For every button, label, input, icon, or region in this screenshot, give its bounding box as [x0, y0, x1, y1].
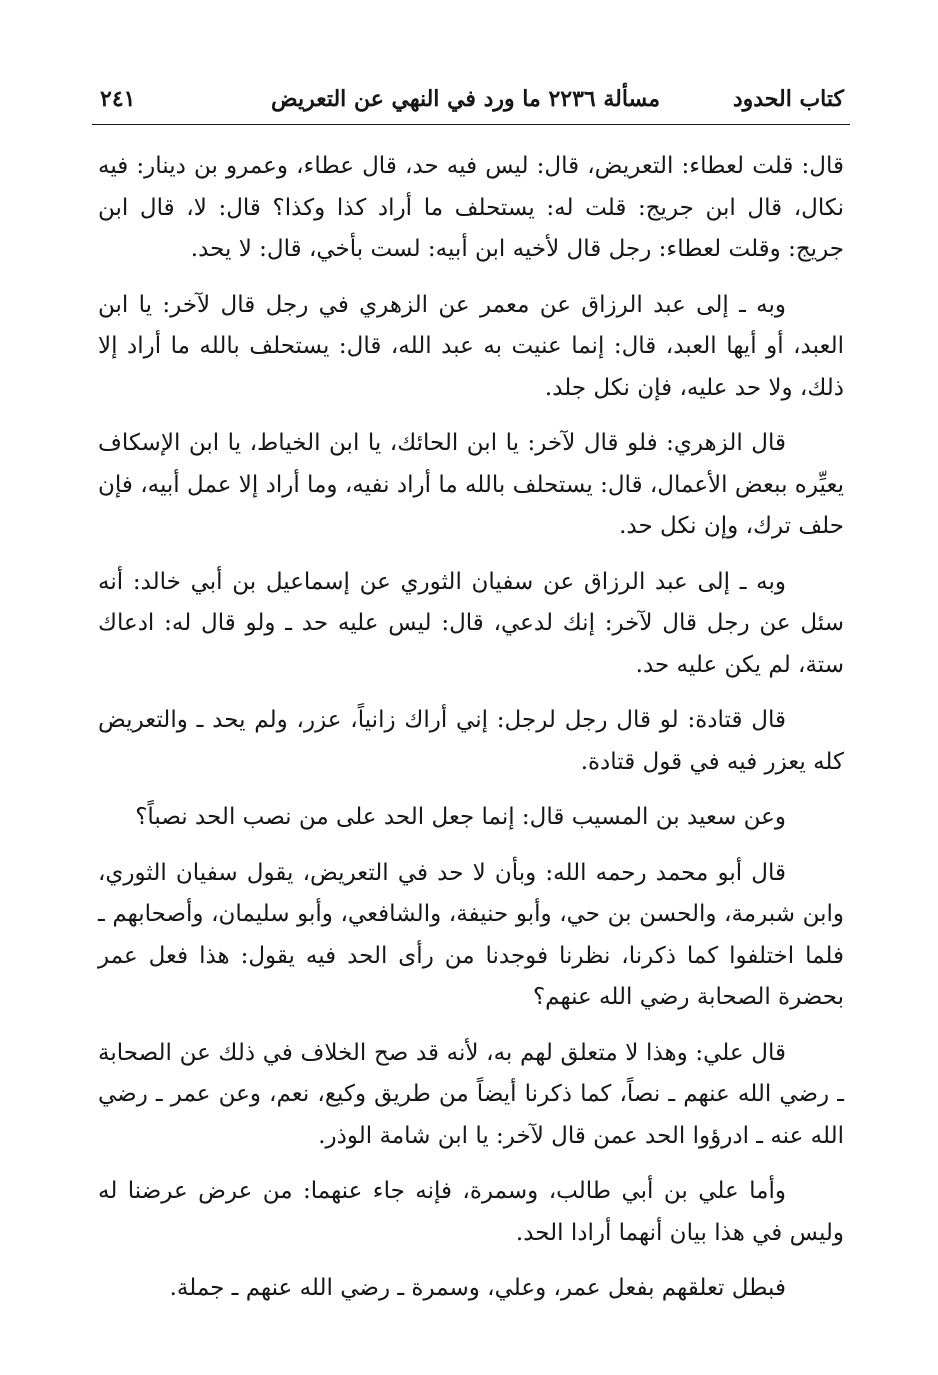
- paragraph: قال الزهري: فلو قال لآخر: يا ابن الحائك، يا ابن الخياط، يا ابن الإسكاف يعيِّره ببعض الأعمال، قال: يستحلف بالله ما أراد نفيه، وما أراد إلا عمل أبيه، فإن حلف ترك، وإن نكل حد.: [98, 430, 844, 539]
- section-title: مسألة ٢٢٣٦ ما ورد في النهي عن التعريض: [271, 86, 660, 112]
- paragraph: قال أبو محمد رحمه الله: وبأن لا حد في التعريض، يقول سفيان الثوري، وابن شبرمة، والحسن بن حي، وأبو حنيفة، والشافعي، وأبو سليمان، وأصحابهم ـ فلما اختلفوا كما ذكرنا، نظرنا فوجدنا من رأى الحد فيه يقول: هذا فعل عمر بحضرة الصحابة رضي الله عنهم؟: [98, 859, 844, 1010]
- paragraph: قال علي: وهذا لا متعلق لهم به، لأنه قد صح الخلاف في ذلك عن الصحابة ـ رضي الله عنهم ـ نصاً، كما ذكرنا أيضاً من طريق وكيع، نعم، وعن عمر ـ رضي الله عنه ـ ادرؤوا الحد عمن قال لآخر: يا ابن شامة الوذر.: [98, 1039, 844, 1149]
- body-text: [98, 146, 844, 1310]
- paragraph: فبطل تعلقهم بفعل عمر، وعلي، وسمرة ـ رضي الله عنهم ـ جملة.: [169, 1275, 786, 1301]
- book-title: كتاب الحدود: [732, 86, 844, 112]
- paragraph: قال: قلت لعطاء: التعريض، قال: ليس فيه حد، قال عطاء، وعمرو بن دينار: فيه نكال، قال ابن جريج: قلت له: يستحلف ما أراد كذا وكذا؟ قال: لا، قال ابن جريج: وقلت لعطاء: رجل قال لأخيه ابن أبيه: لست بأخي، قال: لا يحد.: [98, 153, 844, 262]
- paragraph: وبه ـ إلى عبد الرزاق عن سفيان الثوري عن إسماعيل بن أبي خالد: أنه سئل عن رجل قال لآخر: إنك لدعي، قال: ليس عليه حد ـ ولو قال له: ادعاك ستة، لم يكن عليه حد.: [98, 568, 844, 678]
- paragraph: وأما علي بن أبي طالب، وسمرة، فإنه جاء عنهما: من عرض عرضنا له وليس في هذا بيان أنهما أرادا الحد.: [98, 1178, 844, 1246]
- paragraph: وعن سعيد بن المسيب قال: إنما جعل الحد على من نصب الحد نصباً؟: [135, 804, 786, 830]
- paragraph: وبه ـ إلى عبد الرزاق عن معمر عن الزهري في رجل قال لآخر: يا ابن العبد، أو أيها العبد، قال: إنما عنيت به عبد الله، قال: يستحلف بالله ما أراد إلا ذلك، ولا حد عليه، فإن نكل جلد.: [98, 291, 844, 401]
- header-rule: [92, 124, 850, 125]
- paragraph: قال قتادة: لو قال رجل لرجل: إني أراك زانياً، عزر، ولم يحد ـ والتعريض كله يعزر فيه في قول قتادة.: [98, 707, 844, 775]
- running-header: [92, 78, 850, 122]
- page-number: ٢٤١: [100, 86, 136, 112]
